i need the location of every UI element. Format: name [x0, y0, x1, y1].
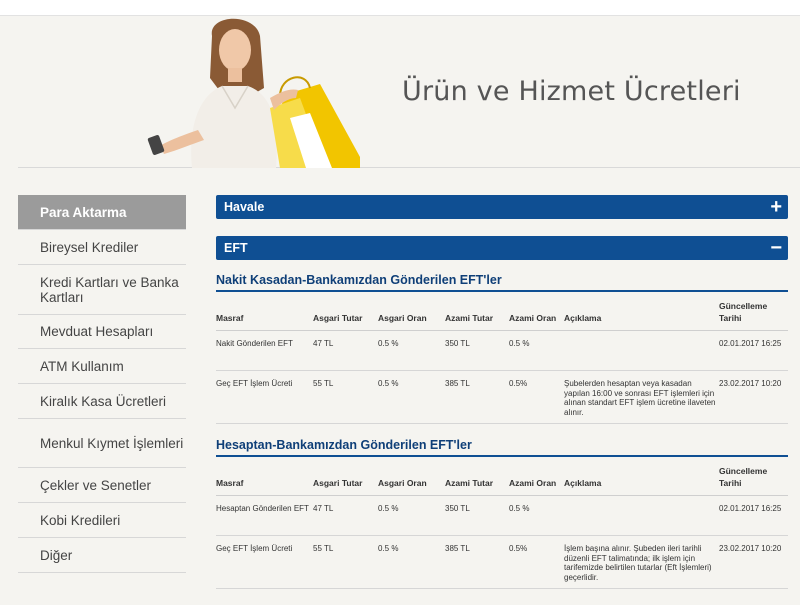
- sidebar-item-atm-kullanim[interactable]: ATM Kullanım: [18, 349, 186, 384]
- sidebar-item-bireysel-krediler[interactable]: Bireysel Krediler: [18, 230, 186, 265]
- sidebar-item-menkul-kiymet[interactable]: Menkul Kıymet İşlemleri: [18, 419, 186, 468]
- cell-asgari-tutar: 47 TL: [313, 496, 378, 536]
- main-content: [216, 195, 788, 589]
- accordion-havale[interactable]: [216, 195, 788, 219]
- sidebar-menu: [18, 195, 186, 573]
- col-aciklama: Açıklama: [564, 457, 719, 496]
- top-bar: [0, 0, 800, 16]
- cell-asgari-oran: 0.5 %: [378, 371, 445, 424]
- col-asgari-oran: Asgari Oran: [378, 292, 445, 331]
- page-title: Ürün ve Hizmet Ücretleri: [402, 76, 741, 107]
- cell-asgari-tutar: 55 TL: [313, 536, 378, 589]
- table-header-row: [216, 292, 788, 331]
- cell-asgari-oran: 0.5 %: [378, 496, 445, 536]
- table-header-row: [216, 457, 788, 496]
- sidebar-item-cekler-senetler[interactable]: Çekler ve Senetler: [18, 468, 186, 503]
- cell-guncelleme: 23.02.2017 10:20: [719, 371, 788, 424]
- cell-guncelleme: 02.01.2017 16:25: [719, 496, 788, 536]
- accordion-eft-label: EFT: [224, 241, 248, 255]
- table-row: [216, 371, 788, 424]
- col-guncelleme: Güncelleme Tarihi: [719, 292, 788, 331]
- col-azami-oran: Azami Oran: [509, 457, 564, 496]
- sidebar-item-kobi-kredileri[interactable]: Kobi Kredileri: [18, 503, 186, 538]
- col-aciklama: Açıklama: [564, 292, 719, 331]
- cell-aciklama: [564, 331, 719, 371]
- cell-aciklama: Şubelerden hesaptan veya kasadan yapılan 16:00 ve sonrası EFT işlemleri için alınan standart EFT işlem ücretine ilaveten alınır.: [564, 371, 719, 424]
- cell-masraf: Nakit Gönderilen EFT: [216, 331, 313, 371]
- col-masraf: Masraf: [216, 292, 313, 331]
- col-azami-oran: Azami Oran: [509, 292, 564, 331]
- hero-woman-illustration: [130, 18, 360, 168]
- fee-table-nakit: [216, 292, 788, 424]
- cell-azami-oran: 0.5 %: [509, 331, 564, 371]
- cell-guncelleme: 23.02.2017 10:20: [719, 536, 788, 589]
- cell-azami-tutar: 385 TL: [445, 371, 509, 424]
- cell-asgari-tutar: 47 TL: [313, 331, 378, 371]
- section-title-hesaptan: Hesaptan-Bankamızdan Gönderilen EFT'ler: [216, 438, 788, 457]
- sidebar-item-kiralik-kasa[interactable]: Kiralık Kasa Ücretleri: [18, 384, 186, 419]
- table-row: [216, 536, 788, 589]
- col-asgari-oran: Asgari Oran: [378, 457, 445, 496]
- accordion-eft[interactable]: [216, 236, 788, 260]
- table-row: [216, 496, 788, 536]
- cell-asgari-oran: 0.5 %: [378, 331, 445, 371]
- fee-table-hesaptan: [216, 457, 788, 589]
- sidebar-item-kredi-kartlari[interactable]: Kredi Kartları ve Banka Kartları: [18, 265, 186, 315]
- col-asgari-tutar: Asgari Tutar: [313, 457, 378, 496]
- cell-azami-tutar: 350 TL: [445, 331, 509, 371]
- table-row: [216, 331, 788, 371]
- cell-masraf: Geç EFT İşlem Ücreti: [216, 536, 313, 589]
- col-asgari-tutar: Asgari Tutar: [313, 292, 378, 331]
- cell-aciklama: İşlem başına alınır. Şubeden ileri tarihli düzenli EFT talimatında; ilk işlem için tarifemizde belirtilen tutarlar (Eft İşlemleri) geçerlidir.: [564, 536, 719, 589]
- minus-icon[interactable]: −: [770, 237, 782, 259]
- cell-masraf: Geç EFT İşlem Ücreti: [216, 371, 313, 424]
- hero-banner: [18, 16, 800, 168]
- sidebar-item-diger[interactable]: Diğer: [18, 538, 186, 573]
- accordion-havale-label: Havale: [224, 200, 265, 214]
- cell-masraf: Hesaptan Gönderilen EFT: [216, 496, 313, 536]
- col-azami-tutar: Azami Tutar: [445, 292, 509, 331]
- cell-asgari-oran: 0.5 %: [378, 536, 445, 589]
- col-azami-tutar: Azami Tutar: [445, 457, 509, 496]
- cell-aciklama: [564, 496, 719, 536]
- plus-icon[interactable]: +: [770, 196, 782, 218]
- cell-azami-oran: 0.5%: [509, 536, 564, 589]
- cell-azami-oran: 0.5 %: [509, 496, 564, 536]
- sidebar-item-mevduat-hesaplari[interactable]: Mevduat Hesapları: [18, 315, 186, 349]
- sidebar-item-para-aktarma[interactable]: Para Aktarma: [18, 195, 186, 230]
- cell-guncelleme: 02.01.2017 16:25: [719, 331, 788, 371]
- cell-asgari-tutar: 55 TL: [313, 371, 378, 424]
- col-guncelleme: Güncelleme Tarihi: [719, 457, 788, 496]
- cell-azami-tutar: 350 TL: [445, 496, 509, 536]
- cell-azami-oran: 0.5%: [509, 371, 564, 424]
- cell-azami-tutar: 385 TL: [445, 536, 509, 589]
- section-title-nakit: Nakit Kasadan-Bankamızdan Gönderilen EFT'ler: [216, 273, 788, 292]
- col-masraf: Masraf: [216, 457, 313, 496]
